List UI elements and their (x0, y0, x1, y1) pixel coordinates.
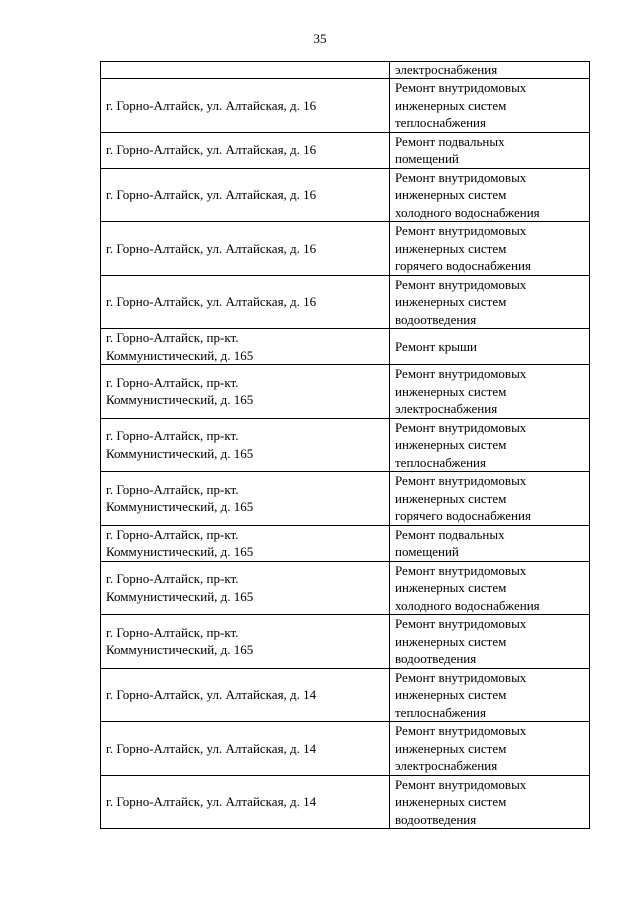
address-cell (101, 525, 390, 561)
table-row (101, 668, 590, 722)
work-type-cell (390, 615, 590, 669)
address-line: г. Горно-Алтайск, пр-кт. (106, 374, 239, 390)
work-type-cell (390, 365, 590, 419)
table-row (101, 472, 590, 526)
address-line: г. Горно-Алтайск, ул. Алтайская, д. 14 (106, 687, 317, 702)
work-type-line: холодного водоснабжения (395, 597, 540, 613)
address-line: г. Горно-Алтайск, ул. Алтайская, д. 14 (106, 740, 317, 756)
work-type-cell (390, 62, 590, 79)
address-cell (101, 615, 390, 669)
work-type-line: инженерных систем (395, 383, 507, 399)
address-line: г. Горно-Алтайск, ул. Алтайская, д. 16 (106, 240, 317, 256)
address-cell (101, 79, 390, 133)
address-line: Коммунистический, д. 165 (106, 392, 254, 408)
address-line: Коммунистический, д. 165 (106, 347, 254, 363)
work-type-line: инженерных систем (395, 794, 507, 809)
table-row (101, 722, 590, 776)
work-type-line: водоотведения (395, 651, 477, 666)
table-row (101, 418, 590, 472)
address-line: Коммунистический, д. 165 (106, 642, 254, 658)
work-type-cell (390, 79, 590, 133)
work-type-line: помещений (395, 544, 459, 559)
work-type-line: холодного водоснабжения (395, 204, 540, 220)
work-type-line: Ремонт внутридомовых (395, 723, 527, 738)
address-line: Коммунистический, д. 165 (106, 445, 254, 461)
work-type-cell (390, 722, 590, 776)
address-line: г. Горно-Алтайск, пр-кт. (106, 481, 239, 497)
work-type-line: горячего водоснабжения (395, 258, 531, 273)
address-cell (101, 418, 390, 472)
work-type-line: инженерных систем (395, 687, 507, 702)
repair-table (100, 61, 590, 829)
table-row (101, 132, 590, 168)
work-type-line: теплоснабжения (395, 115, 486, 130)
table-row (101, 275, 590, 329)
work-type-cell (390, 329, 590, 365)
work-type-cell (390, 775, 590, 829)
work-type-line: Ремонт внутридомовых (395, 80, 527, 95)
address-line: Коммунистический, д. 165 (106, 588, 254, 604)
address-line: г. Горно-Алтайск, ул. Алтайская, д. 16 (106, 294, 317, 309)
work-type-line: водоотведения (395, 311, 477, 327)
page-number: 35 (313, 31, 327, 46)
work-type-line: горячего водоснабжения (395, 508, 531, 523)
work-type-line: Ремонт внутридомовых (395, 616, 527, 631)
work-type-line: электроснабжения (395, 62, 498, 77)
address-line: г. Горно-Алтайск, пр-кт. (106, 526, 239, 542)
work-type-line: помещений (395, 151, 459, 166)
table-row (101, 329, 590, 365)
work-type-line: электроснабжения (395, 758, 498, 773)
table-row (101, 62, 590, 79)
work-type-line: Ремонт внутридомовых (395, 669, 527, 685)
work-type-cell (390, 222, 590, 276)
work-type-line: Ремонт внутридомовых (395, 562, 527, 578)
work-type-line: инженерных систем (395, 240, 507, 256)
work-type-cell (390, 472, 590, 526)
table-row (101, 222, 590, 276)
work-type-line: инженерных систем (395, 580, 507, 595)
work-type-line: Ремонт внутридомовых (395, 473, 527, 488)
address-line: г. Горно-Алтайск, пр-кт. (106, 428, 239, 444)
address-cell (101, 561, 390, 615)
work-type-cell (390, 561, 590, 615)
work-type-line: Ремонт подвальных (395, 133, 505, 149)
work-type-line: Ремонт внутридомовых (395, 276, 527, 292)
table-row (101, 775, 590, 829)
work-type-line: Ремонт крыши (395, 338, 477, 354)
address-cell (101, 668, 390, 722)
address-cell (101, 62, 390, 79)
work-type-cell (390, 525, 590, 561)
work-type-cell (390, 418, 590, 472)
address-cell (101, 222, 390, 276)
address-line: г. Горно-Алтайск, пр-кт. (106, 624, 239, 640)
table-row (101, 168, 590, 222)
address-cell (101, 275, 390, 329)
work-type-line: Ремонт внутридомовых (395, 366, 527, 381)
work-type-cell (390, 168, 590, 222)
work-type-line: электроснабжения (395, 401, 498, 416)
address-line: г. Горно-Алтайск, ул. Алтайская, д. 16 (106, 97, 317, 113)
table-row (101, 615, 590, 669)
work-type-line: Ремонт внутридомовых (395, 776, 527, 792)
work-type-line: Ремонт внутридомовых (395, 223, 527, 238)
work-type-line: инженерных систем (395, 97, 507, 113)
address-line: г. Горно-Алтайск, ул. Алтайская, д. 16 (106, 187, 317, 202)
address-line: Коммунистический, д. 165 (106, 499, 254, 515)
address-cell (101, 329, 390, 365)
work-type-line: теплоснабжения (395, 454, 486, 470)
address-cell (101, 132, 390, 168)
work-type-line: инженерных систем (395, 740, 507, 756)
work-type-line: теплоснабжения (395, 704, 486, 720)
address-line: г. Горно-Алтайск, пр-кт. (106, 571, 239, 587)
work-type-line: инженерных систем (395, 294, 507, 309)
work-type-line: Ремонт внутридомовых (395, 419, 527, 435)
address-cell (101, 472, 390, 526)
work-type-line: инженерных систем (395, 187, 507, 202)
work-type-line: Ремонт подвальных (395, 526, 505, 542)
table-row (101, 561, 590, 615)
address-cell (101, 365, 390, 419)
table-body (101, 62, 590, 829)
work-type-cell (390, 132, 590, 168)
work-type-cell (390, 275, 590, 329)
work-type-line: Ремонт внутридомовых (395, 169, 527, 185)
work-type-cell (390, 668, 590, 722)
address-line: г. Горно-Алтайск, ул. Алтайская, д. 14 (106, 794, 317, 809)
table-row (101, 365, 590, 419)
table-row (101, 525, 590, 561)
work-type-line: водоотведения (395, 811, 477, 827)
work-type-line: инженерных систем (395, 633, 507, 649)
address-cell (101, 775, 390, 829)
work-type-line: инженерных систем (395, 490, 507, 506)
work-type-line: инженерных систем (395, 437, 507, 452)
address-cell (101, 168, 390, 222)
address-line: г. Горно-Алтайск, ул. Алтайская, д. 16 (106, 142, 317, 158)
address-line: г. Горно-Алтайск, пр-кт. (106, 330, 239, 345)
table-row (101, 79, 590, 133)
address-cell (101, 722, 390, 776)
address-line: Коммунистический, д. 165 (106, 544, 254, 559)
